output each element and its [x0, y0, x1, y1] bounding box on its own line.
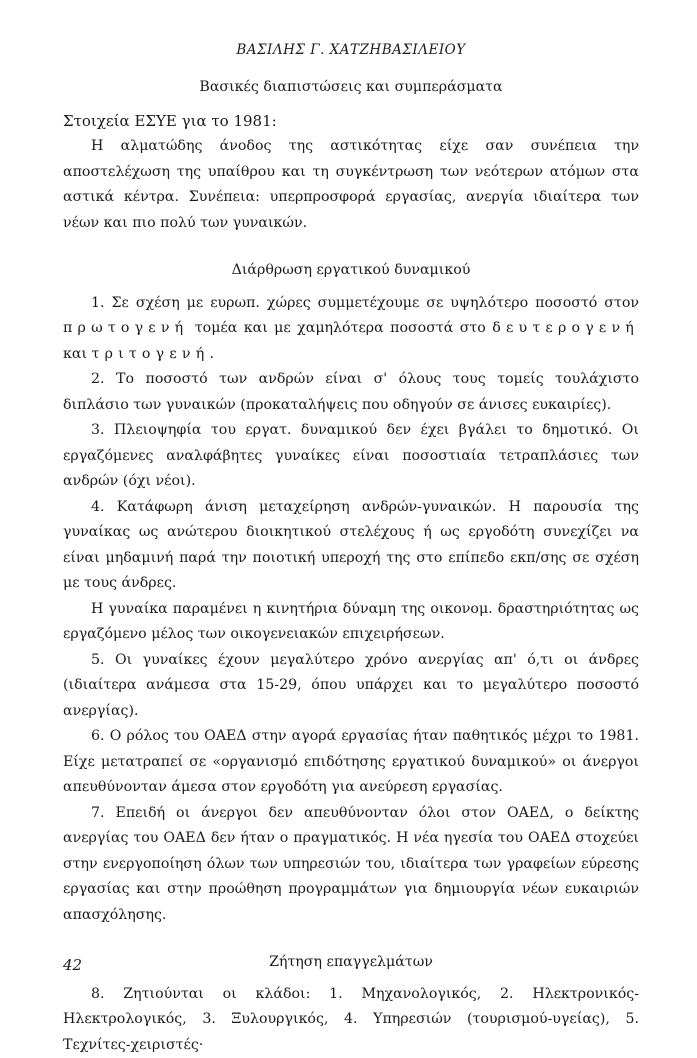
item-7-paragraph: 7. Επειδή οι άνεργοι δεν απευθύνονταν όλοι στον ΟΑΕΔ, ο δείκτης ανεργίας του ΟΑΕΔ δεν ήταν ο πραγματικός. Η νέα ηγεσία του ΟΑΕΔ στοχεύει στην ενεργοποίηση όλων των υπηρεσιών του, ιδιαίτερα των γραφείων εύρεσης εργασίας και στην προώθηση προγραμμάτων για δημιουργία νέων ευκαιριών απασχόλησης. — [63, 801, 639, 929]
intro-paragraph: Η αλματώδης άνοδος της αστικότητας είχε σαν συνέπεια την αποστελέχωση της υπαίθρου και τη συγκέντρωση των νεότερων ατόμων στα αστικά κέντρα. Συνέπεια: υπερπροσφορά εργασίας, ανεργία ιδιαίτερα των νέων και πιο πολύ των γυναικών. — [63, 134, 639, 236]
item-8-paragraph: 8. Ζητιούνται οι κλάδοι: 1. Μηχανολογικός, 2. Ηλεκτρονικός-Ηλεκτρολογικός, 3. Ξυλουργικός, 4. Υπηρεσιών (τουρισμού-υγείας), 5. Τεχνίτες-χειριστές· — [63, 982, 639, 1058]
item-3-paragraph: 3. Πλειοψηφία του εργατ. δυναμικού δεν έχει βγάλει το δημοτικό. Οι εργαζόμενες αναλφάβητες γυναίκες είναι ποσοστιαία τετραπλάσιες των ανδρών (όχι νέοι). — [63, 418, 639, 495]
item-5-paragraph: 5. Οι γυναίκες έχουν μεγαλύτερο χρόνο ανεργίας απ' ό,τι οι άνδρες (ιδιαίτερα ανάμεσα στα 15-29, όπου υπάρχει και το μεγαλύτερο ποσοστό ανεργίας). — [63, 648, 639, 725]
item-1-spaced-tertiary: τριτογενή — [92, 346, 210, 362]
item-1-paragraph — [63, 291, 639, 368]
item-4-paragraph: 4. Κατάφωρη άνιση μεταχείρηση ανδρών-γυναικών. Η παρουσία της γυναίκας ως ανώτερου διοικητικού στελέχους ή ως εργοδότη συνεχίζει να είναι μηδαμινή παρά την ποιοτική υπεροχή της στο επίπεδο εκπ/σης σε σχέση με τους άνδρες. — [63, 495, 639, 597]
item-1-text-b: τομέα και με χαμηλότερα ποσοστά στο — [188, 320, 492, 336]
item-2-paragraph: 2. Το ποσοστό των ανδρών είναι σ' όλους τους τομείς τουλάχιστο διπλάσιο των γυναικών (προκαταλήψεις που οδηγούν σε άνισες ευκαιρίες). — [63, 367, 639, 418]
item-1-spaced-primary: πρωτογενή — [63, 320, 188, 336]
item-4-continuation: Η γυναίκα παραμένει η κινητήρια δύναμη της οικονομ. δραστηριότητας ως εργαζόμενο μέλος των οικογενειακών επιχειρήσεων. — [63, 597, 639, 648]
section-heading-findings: Βασικές διαπιστώσεις και συμπεράσματα — [63, 75, 639, 101]
section-heading-demand: Ζήτηση επαγγελμάτων — [63, 950, 639, 976]
running-head: ΒΑΣΙΛΗΣ Γ. ΧΑΤΖΗΒΑΣΙΛΕΙΟΥ — [63, 38, 639, 60]
section-heading-workforce: Διάρθρωση εργατικού δυναμικού — [63, 258, 639, 284]
page-number: 42 — [63, 956, 82, 974]
item-1-spaced-secondary: δευτερογενή — [492, 320, 639, 336]
intro-title: Στοιχεία ΕΣΥΕ για το 1981: — [63, 109, 639, 135]
item-1-text-a: 1. Σε σχέση με ευρωπ. χώρες συμμετέχουμε σε υψηλότερο ποσοστό στον — [91, 295, 639, 311]
item-6-paragraph: 6. Ο ρόλος του ΟΑΕΔ στην αγορά εργασίας ήταν παθητικός μέχρι το 1981. Είχε μετατραπεί σε «οργανισμό επιδότησης εργατικού δυναμικού» οι άνεργοι απευθύνονταν άμεσα στον εργοδότη για ανεύρεση εργασίας. — [63, 724, 639, 801]
item-1-text-d: . — [209, 346, 214, 362]
item-1-text-c: και — [63, 346, 92, 362]
book-page — [63, 38, 639, 1058]
